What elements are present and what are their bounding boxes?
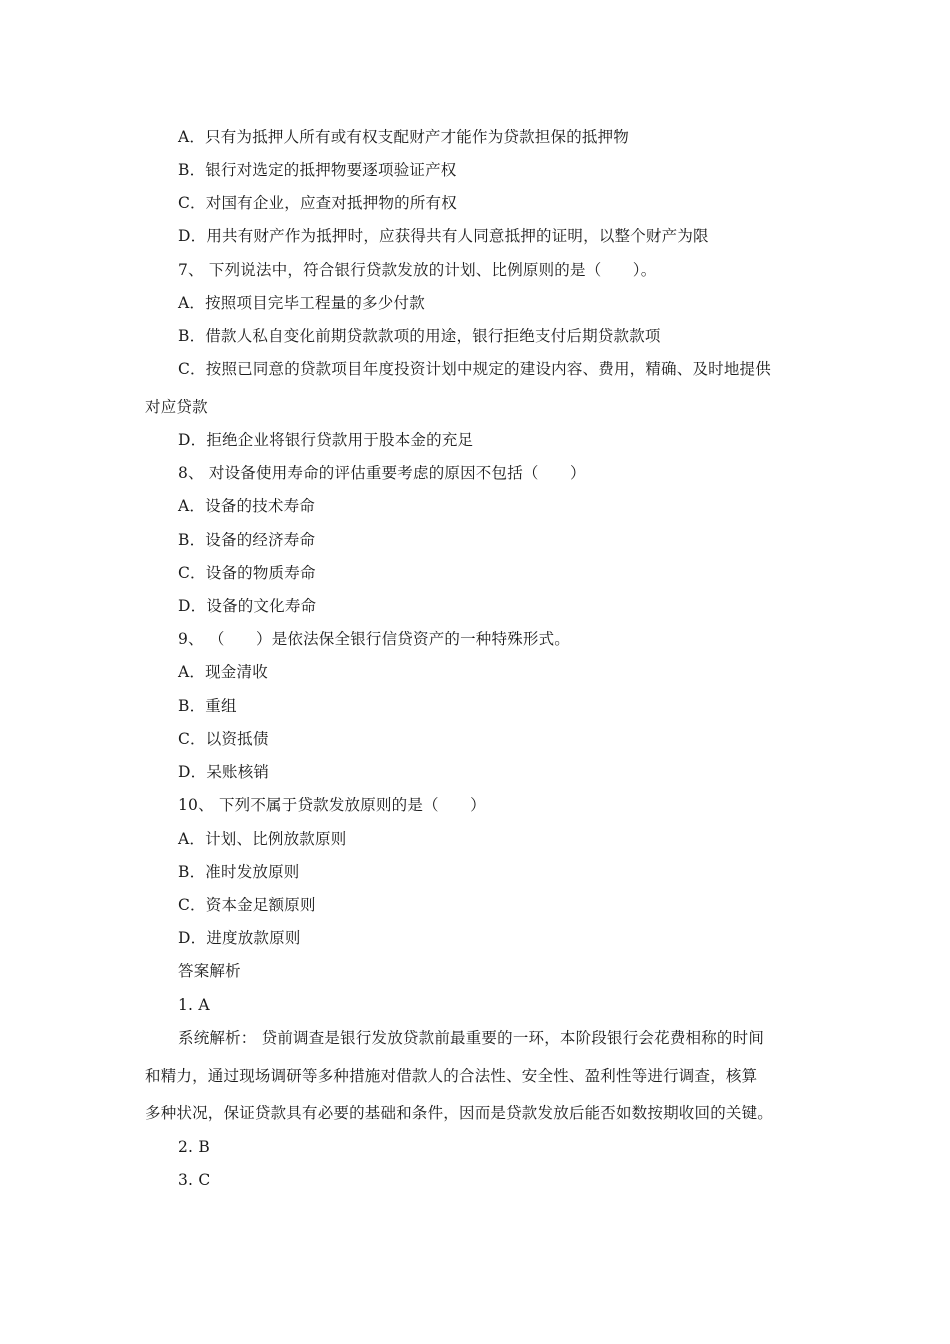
option-d-q8: D．设备的文化寿命 <box>178 597 317 615</box>
question-7: 7、 下列说法中，符合银行贷款发放的计划、比例原则的是（ ）。 <box>178 261 657 279</box>
answer-1: 1. A <box>178 996 210 1014</box>
option-c-q8: C．设备的物质寿命 <box>178 564 316 582</box>
option-c-q9: C．以资抵债 <box>178 730 269 748</box>
question-9: 9、 （ ）是依法保全银行信贷资产的一种特殊形式。 <box>178 630 570 648</box>
option-b-q6: B．银行对选定的抵押物要逐项验证产权 <box>178 161 457 179</box>
option-d-q7: D．拒绝企业将银行贷款用于股本金的充足 <box>178 431 474 449</box>
option-b-q9: B．重组 <box>178 697 237 715</box>
option-a-q8: A．设备的技术寿命 <box>178 497 315 515</box>
option-c-q7: C．按照已同意的贷款项目年度投资计划中规定的建设内容、费用，精确、及时地提供 <box>178 360 771 378</box>
option-a-q6: A．只有为抵押人所有或有权支配财产才能作为贷款担保的抵押物 <box>178 128 629 146</box>
option-b-q7: B．借款人私自变化前期贷款款项的用途，银行拒绝支付后期贷款款项 <box>178 327 661 345</box>
option-d-q6: D．用共有财产作为抵押时，应获得共有人同意抵押的证明，以整个财产为限 <box>178 227 709 245</box>
question-8: 8、 对设备使用寿命的评估重要考虑的原因不包括（ ） <box>178 464 586 482</box>
question-10: 10、 下列不属于贷款发放原则的是（ ） <box>178 796 486 814</box>
answer-2: 2. B <box>178 1138 210 1156</box>
option-b-q10: B．准时发放原则 <box>178 863 300 881</box>
explanation-line-2: 和精力，通过现场调研等多种措施对借款人的合法性、安全性、盈利性等进行调查，核算 <box>145 1067 758 1085</box>
option-d-q10: D．进度放款原则 <box>178 929 301 947</box>
option-d-q9: D．呆账核销 <box>178 763 270 781</box>
option-c-q7-continued: 对应贷款 <box>145 398 208 416</box>
option-a-q10: A．计划、比例放款原则 <box>178 830 347 848</box>
option-c-q10: C．资本金足额原则 <box>178 896 316 914</box>
explanation-line-3: 多种状况，保证贷款具有必要的基础和条件，因而是贷款发放后能否如数按期收回的关键。 <box>145 1104 774 1122</box>
answer-3: 3. C <box>178 1171 211 1189</box>
option-b-q8: B．设备的经济寿命 <box>178 531 316 549</box>
option-a-q9: A．现金清收 <box>178 663 268 681</box>
explanation-line-1: 系统解析： 贷前调查是银行发放贷款前最重要的一环，本阶段银行会花费相称的时间 <box>178 1029 765 1047</box>
option-c-q6: C．对国有企业，应查对抵押物的所有权 <box>178 194 457 212</box>
option-a-q7: A．按照项目完毕工程量的多少付款 <box>178 294 425 312</box>
answer-section-heading: 答案解析 <box>178 962 241 980</box>
